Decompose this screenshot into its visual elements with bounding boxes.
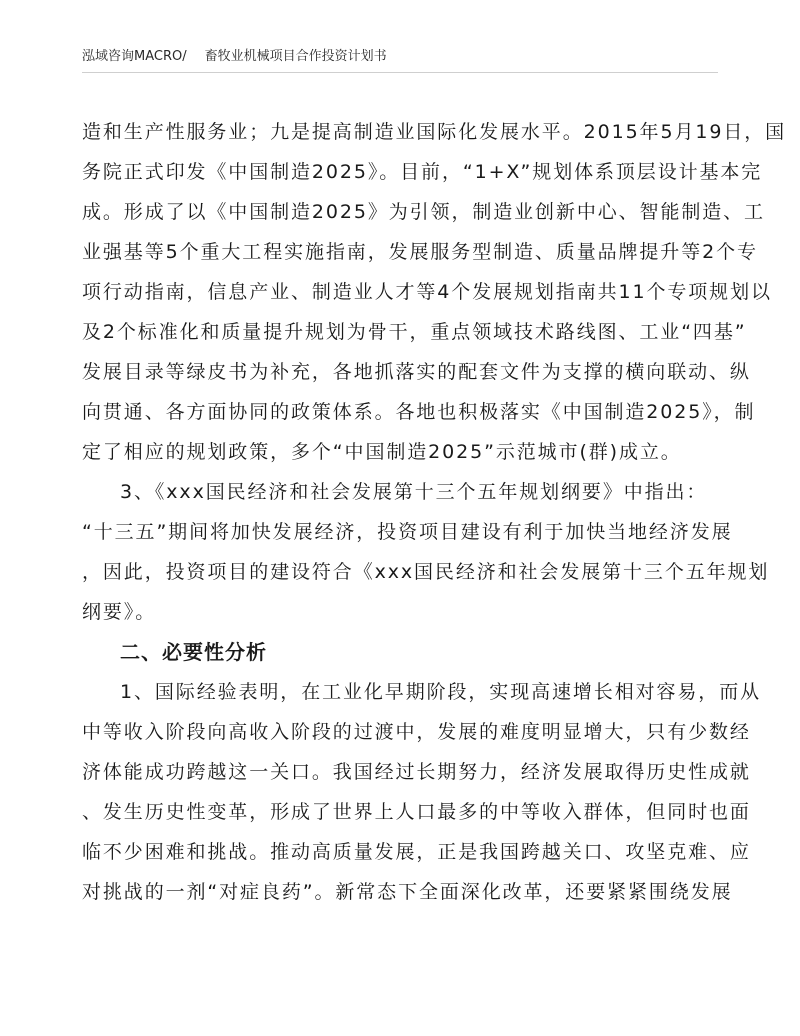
header-doc-title: 畜牧业机械项目合作投资计划书 (204, 49, 387, 64)
section-heading: 二、必要性分析 (120, 640, 267, 664)
text-line: 3、《xxx国民经济和社会发展第十三个五年规划纲要》中指出： (120, 481, 708, 503)
text-line: 对挑战的一剂“对症良药”。新常态下全面深化改革，还要紧紧围绕发展 (82, 881, 733, 903)
text-line: 造和生产性服务业；九是提高制造业国际化发展水平。2015年5月19日，国 (82, 121, 787, 143)
text-line: 务院正式印发《中国制造2025》。目前，“1+X”规划体系顶层设计基本完 (82, 161, 763, 183)
page-header (82, 48, 387, 66)
header-company: 泓域咨询MACRO/ (82, 49, 187, 64)
header-divider (82, 72, 718, 73)
paragraph-five-year-plan (82, 472, 770, 632)
text-line: ，因此，投资项目的建设符合《xxx国民经济和社会发展第十三个五年规划 (82, 561, 770, 583)
text-line: 纲要》。 (82, 601, 157, 623)
text-line: 及2个标准化和质量提升规划为骨干，重点领域技术路线图、工业“四基” (82, 321, 747, 343)
paragraph-made-in-china-2025 (82, 112, 787, 472)
paragraph-necessity-analysis (82, 672, 761, 912)
text-line: 、发生历史性变革，形成了世界上人口最多的中等收入群体，但同时也面 (82, 801, 751, 823)
document-body (82, 112, 787, 912)
text-line: 业强基等5个重大工程实施指南，发展服务型制造、质量品牌提升等2个专 (82, 241, 758, 263)
text-line: 中等收入阶段向高收入阶段的过渡中，发展的难度明显增大，只有少数经 (82, 721, 751, 743)
text-line: 1、国际经验表明，在工业化早期阶段，实现高速增长相对容易，而从 (120, 681, 761, 703)
text-line: “十三五”期间将加快发展经济，投资项目建设有利于加快当地经济发展 (82, 521, 733, 543)
text-line: 济体能成功跨越这一关口。我国经过长期努力，经济发展取得历史性成就 (82, 761, 751, 783)
text-line: 定了相应的规划政策，多个“中国制造2025”示范城市(群)成立。 (82, 441, 682, 463)
text-line: 发展目录等绿皮书为补充，各地抓落实的配套文件为支撑的横向联动、纵 (82, 361, 751, 383)
text-line: 临不少困难和挑战。推动高质量发展，正是我国跨越关口、攻坚克难、应 (82, 841, 751, 863)
text-line: 成。形成了以《中国制造2025》为引领，制造业创新中心、智能制造、工 (82, 201, 765, 223)
text-line: 项行动指南，信息产业、制造业人才等4个发展规划指南共11个专项规划以 (82, 281, 772, 303)
text-line: 向贯通、各方面协同的政策体系。各地也积极落实《中国制造2025》，制 (82, 401, 756, 423)
